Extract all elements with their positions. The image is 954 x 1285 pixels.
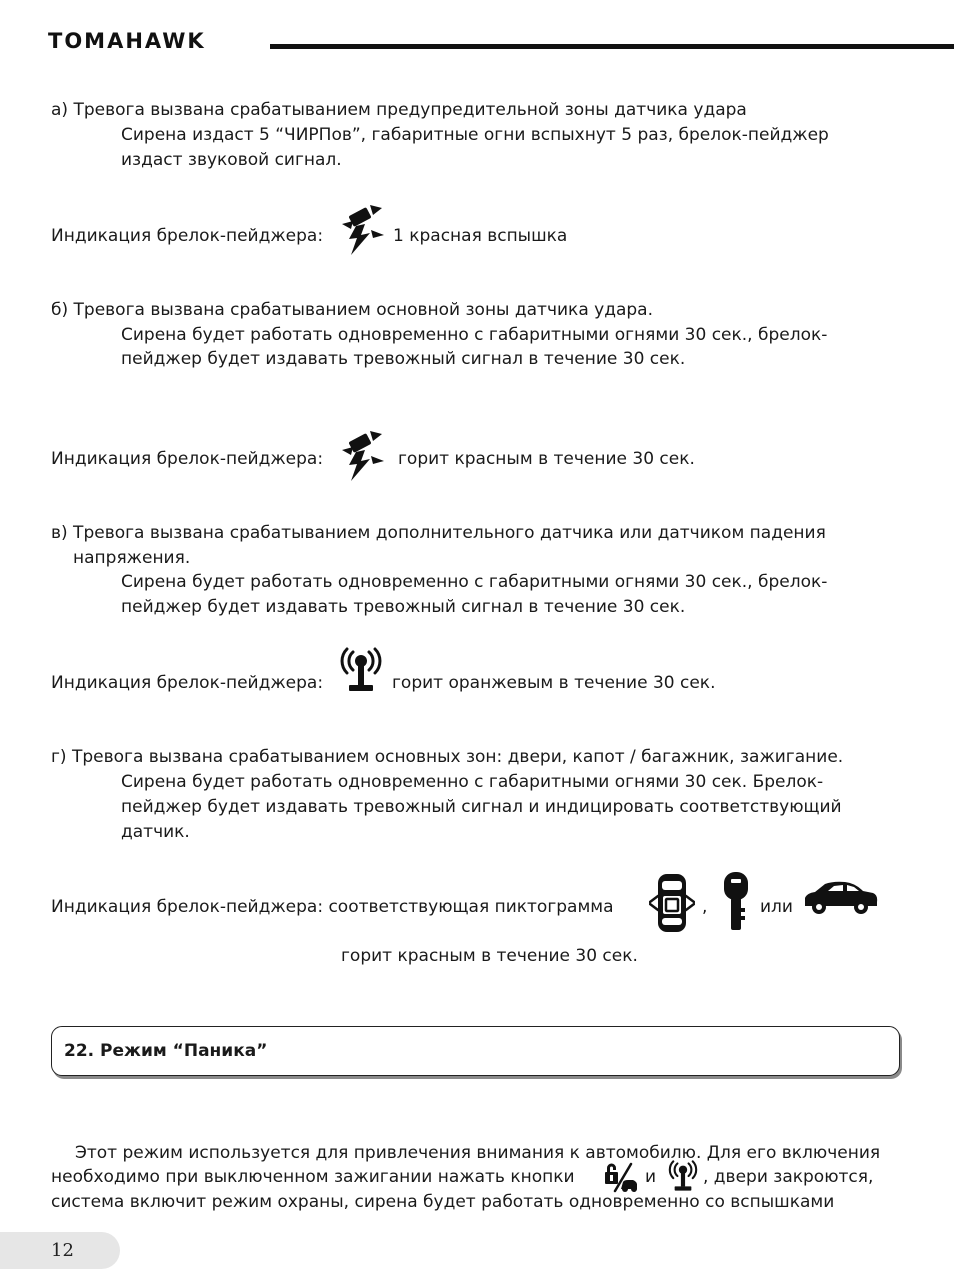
lock-trunk-icon [603,1161,639,1193]
section-c-body-2: пейджер будет издавать тревожный сигнал в течение 30 сек. [121,597,686,617]
page-number: 12 [51,1240,74,1261]
section-c-body-1: Сирена будет работать одновременно с габаритными огнями 30 сек., брелок- [121,572,828,592]
section-b-title: б) Тревога вызвана срабатыванием основной зоны датчика удара. [51,300,653,320]
car-side-icon [801,880,879,916]
panic-paragraph-line-3: система включит режим охраны, сирена будет работать одновременно со вспышками [51,1192,835,1212]
section-d-title: г) Тревога вызвана срабатыванием основных зон: двери, капот / багажник, зажигание. [51,747,844,767]
panic-paragraph-and: и [645,1167,657,1187]
shock-sensor-icon [340,428,386,484]
section-b-body-1: Сирена будет работать одновременно с габаритными огнями 30 сек., брелок- [121,325,828,345]
shock-sensor-icon [340,202,386,258]
antenna-icon [339,647,383,693]
panic-paragraph-line-1: Этот режим используется для привлечения внимания к автомобилю. Для его включения [75,1143,881,1163]
ignition-key-icon [722,870,750,934]
section-d-or: или [760,897,793,917]
section-b-indication-label: Индикация брелок-пейджера: [51,449,324,469]
section-d-indication-label: Индикация брелок-пейджера: соответствующая пиктограмма [51,897,614,917]
section-c-title: в) Тревога вызвана срабатыванием дополнительного датчика или датчиком падения [51,523,826,543]
section-d-body-3: датчик. [121,822,190,842]
section-heading: 22. Режим “Паника” [64,1041,268,1061]
section-d-body-1: Сирена будет работать одновременно с габаритными огнями 30 сек. Брелок- [121,772,824,792]
section-b-body-2: пейджер будет издавать тревожный сигнал в течение 30 сек. [121,349,686,369]
section-d-body-2: пейджер будет издавать тревожный сигнал и индицировать соответствующий [121,797,842,817]
section-a-title: а) Тревога вызвана срабатыванием предупредительной зоны датчика удара [51,100,747,120]
section-a-indication-text: 1 красная вспышка [393,226,568,246]
section-a-body-1: Сирена издаст 5 “ЧИРПов”, габаритные огни вспыхнут 5 раз, брелок-пейджер [121,125,829,145]
section-heading-box [51,1026,900,1076]
section-c-indication-text: горит оранжевым в течение 30 сек. [392,673,716,693]
header-rule [270,44,954,49]
section-c-title-2: напряжения. [73,548,191,568]
section-d-comma: , [702,897,708,917]
section-a-body-2: издаст звуковой сигнал. [121,150,342,170]
panic-paragraph-line-2a: необходимо при выключенном зажигании нажать кнопки [51,1167,575,1187]
antenna-icon [667,1160,699,1192]
panic-paragraph-line-2b: , двери закроются, [703,1167,874,1187]
section-d-indication-text: горит красным в течение 30 сек. [341,946,638,966]
car-doors-icon [649,872,695,934]
brand-logo: TOMAHAWK [48,29,206,53]
section-c-indication-label: Индикация брелок-пейджера: [51,673,324,693]
page-number-tab [0,1232,120,1269]
section-b-indication-text: горит красным в течение 30 сек. [398,449,695,469]
section-a-indication-label: Индикация брелок-пейджера: [51,226,324,246]
